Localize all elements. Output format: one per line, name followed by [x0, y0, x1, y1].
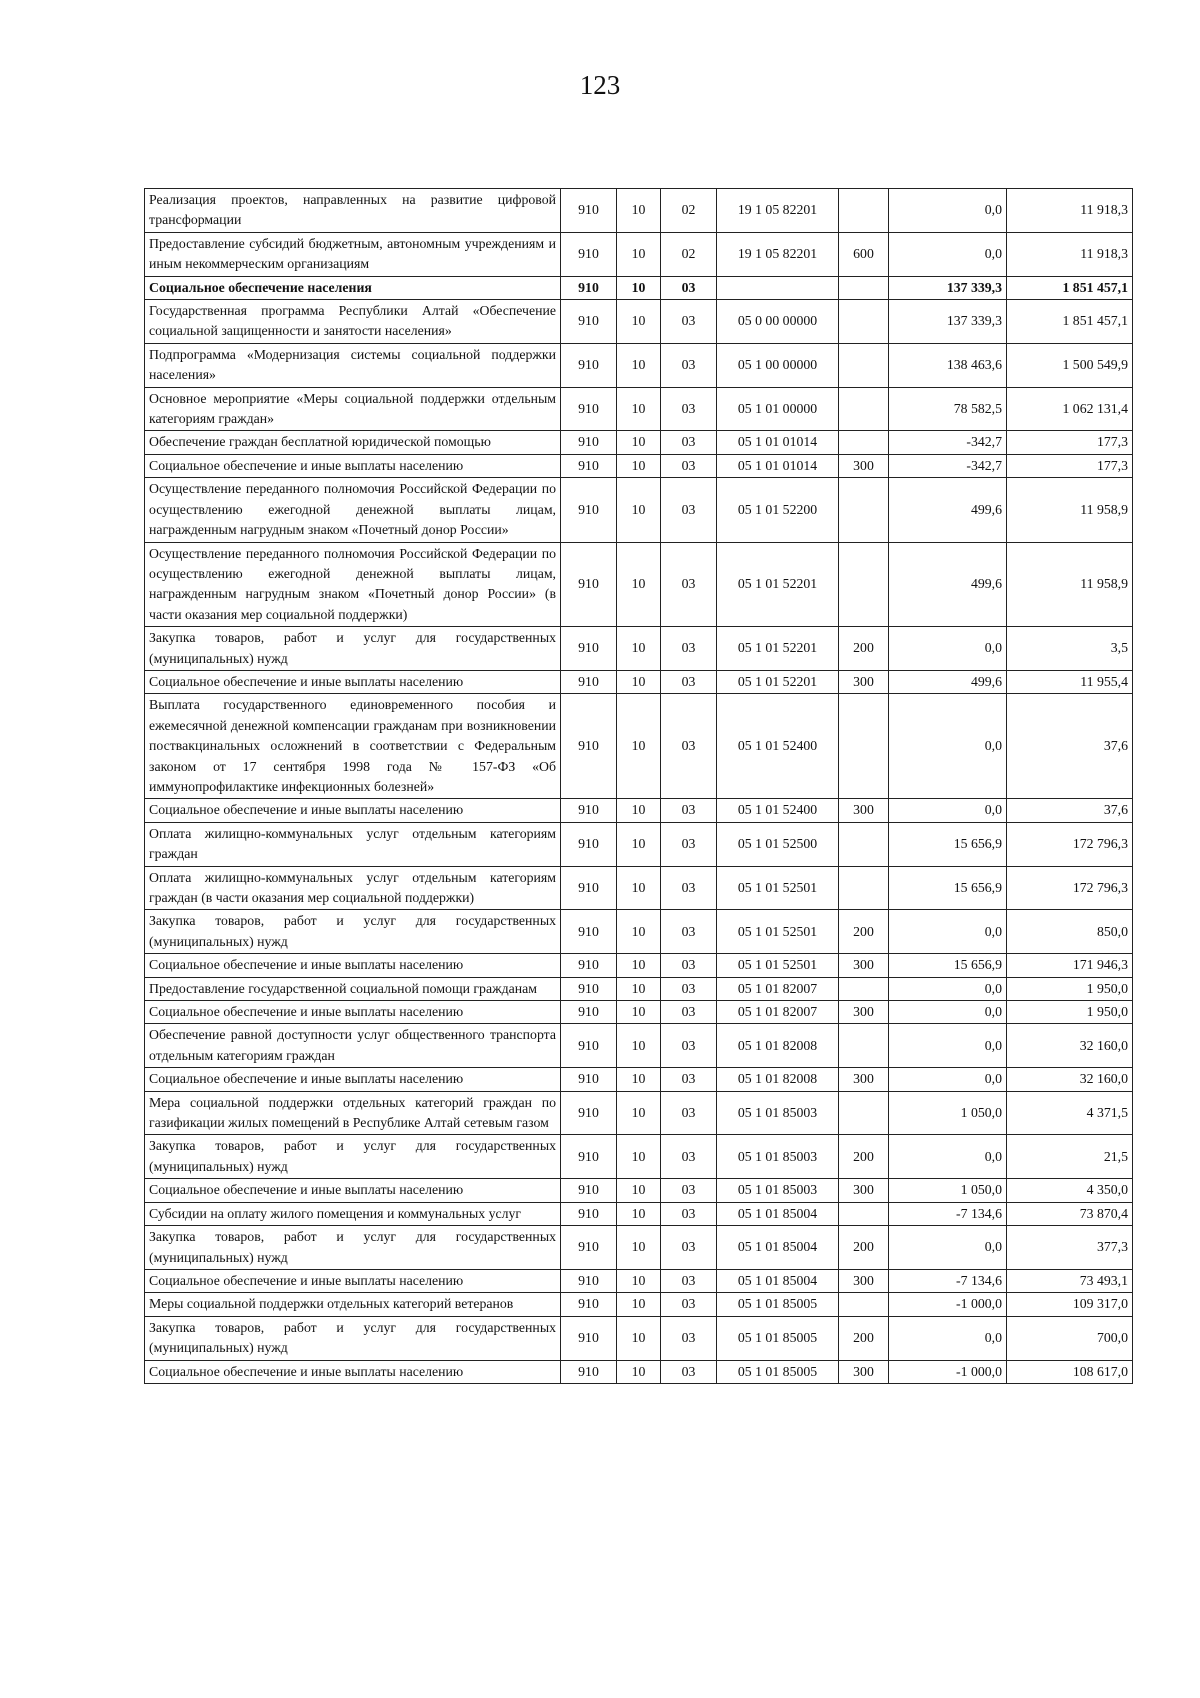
grbs-cell: 910 [561, 300, 617, 344]
expense-type-cell [839, 387, 889, 431]
target-article-cell: 05 1 01 01014 [717, 454, 839, 477]
expense-type-cell: 200 [839, 1135, 889, 1179]
table-row [145, 1068, 1133, 1091]
subsection-cell: 03 [661, 300, 717, 344]
grbs-cell: 910 [561, 387, 617, 431]
section-cell: 10 [617, 454, 661, 477]
expense-type-cell: 200 [839, 1316, 889, 1360]
name-cell: Закупка товаров, работ и услуг для государственных (муниципальных) нужд [145, 1316, 561, 1360]
table-row [145, 1226, 1133, 1270]
grbs-cell: 910 [561, 1202, 617, 1225]
grbs-cell: 910 [561, 1024, 617, 1068]
subsection-cell: 03 [661, 542, 717, 627]
section-cell: 10 [617, 1135, 661, 1179]
expense-type-cell: 300 [839, 799, 889, 822]
amount-change-cell: 1 050,0 [889, 1179, 1007, 1202]
amount-change-cell: 0,0 [889, 1316, 1007, 1360]
section-cell: 10 [617, 954, 661, 977]
amount-total-cell: 1 950,0 [1007, 977, 1133, 1000]
table-row [145, 542, 1133, 627]
amount-change-cell: 0,0 [889, 1226, 1007, 1270]
section-cell: 10 [617, 627, 661, 671]
subsection-cell: 03 [661, 1135, 717, 1179]
target-article-cell: 05 1 01 85005 [717, 1360, 839, 1383]
grbs-cell: 910 [561, 276, 617, 299]
target-article-cell: 19 1 05 82201 [717, 189, 839, 233]
name-cell: Социальное обеспечение и иные выплаты населению [145, 1269, 561, 1292]
section-cell: 10 [617, 343, 661, 387]
expense-type-cell [839, 694, 889, 799]
table-body [145, 189, 1133, 1384]
table-row [145, 431, 1133, 454]
grbs-cell: 910 [561, 1293, 617, 1316]
grbs-cell: 910 [561, 799, 617, 822]
table-row [145, 1179, 1133, 1202]
grbs-cell: 910 [561, 1179, 617, 1202]
grbs-cell: 910 [561, 542, 617, 627]
subsection-cell: 03 [661, 627, 717, 671]
table-row [145, 977, 1133, 1000]
target-article-cell: 05 1 01 52501 [717, 910, 839, 954]
expense-type-cell: 300 [839, 1068, 889, 1091]
amount-change-cell: 0,0 [889, 627, 1007, 671]
name-cell: Социальное обеспечение и иные выплаты населению [145, 1068, 561, 1091]
name-cell: Социальное обеспечение и иные выплаты населению [145, 1179, 561, 1202]
target-article-cell: 05 0 00 00000 [717, 300, 839, 344]
table-row [145, 478, 1133, 542]
name-cell: Государственная программа Республики Алтай «Обеспечение социальной защищенности и занятости населения» [145, 300, 561, 344]
amount-change-cell: -342,7 [889, 454, 1007, 477]
section-cell: 10 [617, 232, 661, 276]
amount-change-cell: 0,0 [889, 694, 1007, 799]
target-article-cell: 05 1 01 52201 [717, 670, 839, 693]
table-row [145, 454, 1133, 477]
expense-type-cell: 300 [839, 954, 889, 977]
name-cell: Осуществление переданного полномочия Российской Федерации по осуществлению ежегодной денежной выплаты лицам, награжденным нагрудным знаком «Почетный донор России» [145, 478, 561, 542]
subsection-cell: 03 [661, 954, 717, 977]
grbs-cell: 910 [561, 189, 617, 233]
target-article-cell: 05 1 01 52501 [717, 954, 839, 977]
amount-change-cell: 0,0 [889, 1024, 1007, 1068]
table-row [145, 1024, 1133, 1068]
expense-type-cell: 300 [839, 1360, 889, 1383]
grbs-cell: 910 [561, 1001, 617, 1024]
table-row [145, 1202, 1133, 1225]
section-cell: 10 [617, 431, 661, 454]
subsection-cell: 03 [661, 1360, 717, 1383]
grbs-cell: 910 [561, 866, 617, 910]
target-article-cell: 05 1 01 85004 [717, 1202, 839, 1225]
table-row [145, 670, 1133, 693]
section-cell: 10 [617, 1269, 661, 1292]
amount-change-cell: -1 000,0 [889, 1360, 1007, 1383]
subsection-cell: 03 [661, 1293, 717, 1316]
grbs-cell: 910 [561, 627, 617, 671]
target-article-cell: 05 1 01 01014 [717, 431, 839, 454]
subsection-cell: 03 [661, 1202, 717, 1225]
name-cell: Социальное обеспечение и иные выплаты населению [145, 1001, 561, 1024]
amount-total-cell: 73 493,1 [1007, 1269, 1133, 1292]
table-row [145, 387, 1133, 431]
table-row [145, 276, 1133, 299]
subsection-cell: 03 [661, 1179, 717, 1202]
subsection-cell: 03 [661, 694, 717, 799]
section-cell: 10 [617, 910, 661, 954]
subsection-cell: 03 [661, 822, 717, 866]
expense-type-cell [839, 1091, 889, 1135]
name-cell: Предоставление государственной социальной помощи гражданам [145, 977, 561, 1000]
subsection-cell: 03 [661, 343, 717, 387]
name-cell: Социальное обеспечение и иные выплаты населению [145, 954, 561, 977]
amount-change-cell: 0,0 [889, 1068, 1007, 1091]
table-row [145, 910, 1133, 954]
target-article-cell: 05 1 01 52201 [717, 542, 839, 627]
subsection-cell: 03 [661, 1316, 717, 1360]
subsection-cell: 03 [661, 977, 717, 1000]
target-article-cell: 05 1 00 00000 [717, 343, 839, 387]
subsection-cell: 03 [661, 387, 717, 431]
name-cell: Закупка товаров, работ и услуг для государственных (муниципальных) нужд [145, 1226, 561, 1270]
amount-total-cell: 177,3 [1007, 454, 1133, 477]
table-row [145, 627, 1133, 671]
grbs-cell: 910 [561, 670, 617, 693]
name-cell: Меры социальной поддержки отдельных категорий ветеранов [145, 1293, 561, 1316]
subsection-cell: 03 [661, 1269, 717, 1292]
amount-change-cell: 0,0 [889, 1001, 1007, 1024]
target-article-cell: 05 1 01 82008 [717, 1068, 839, 1091]
budget-table [144, 188, 1133, 1384]
section-cell: 10 [617, 694, 661, 799]
grbs-cell: 910 [561, 1135, 617, 1179]
grbs-cell: 910 [561, 454, 617, 477]
amount-total-cell: 1 851 457,1 [1007, 276, 1133, 299]
amount-total-cell: 700,0 [1007, 1316, 1133, 1360]
section-cell: 10 [617, 1001, 661, 1024]
amount-change-cell: 15 656,9 [889, 954, 1007, 977]
subsection-cell: 03 [661, 670, 717, 693]
expense-type-cell [839, 478, 889, 542]
subsection-cell: 03 [661, 1024, 717, 1068]
section-cell: 10 [617, 189, 661, 233]
name-cell: Закупка товаров, работ и услуг для государственных (муниципальных) нужд [145, 910, 561, 954]
amount-change-cell: 138 463,6 [889, 343, 1007, 387]
table-row [145, 822, 1133, 866]
grbs-cell: 910 [561, 232, 617, 276]
table-row [145, 954, 1133, 977]
grbs-cell: 910 [561, 343, 617, 387]
target-article-cell: 05 1 01 52200 [717, 478, 839, 542]
table-row [145, 799, 1133, 822]
target-article-cell: 05 1 01 52201 [717, 627, 839, 671]
section-cell: 10 [617, 670, 661, 693]
amount-change-cell: 0,0 [889, 799, 1007, 822]
amount-change-cell: 137 339,3 [889, 300, 1007, 344]
grbs-cell: 910 [561, 1091, 617, 1135]
section-cell: 10 [617, 1293, 661, 1316]
target-article-cell: 05 1 01 52400 [717, 799, 839, 822]
expense-type-cell [839, 431, 889, 454]
section-cell: 10 [617, 1316, 661, 1360]
subsection-cell: 03 [661, 276, 717, 299]
amount-change-cell: 0,0 [889, 1135, 1007, 1179]
expense-type-cell [839, 300, 889, 344]
target-article-cell: 05 1 01 85004 [717, 1226, 839, 1270]
name-cell: Закупка товаров, работ и услуг для государственных (муниципальных) нужд [145, 627, 561, 671]
subsection-cell: 03 [661, 1226, 717, 1270]
grbs-cell: 910 [561, 1226, 617, 1270]
name-cell: Мера социальной поддержки отдельных категорий граждан по газификации жилых помещений в Республике Алтай сетевым газом [145, 1091, 561, 1135]
amount-change-cell: 0,0 [889, 189, 1007, 233]
target-article-cell: 05 1 01 85004 [717, 1269, 839, 1292]
amount-change-cell: 137 339,3 [889, 276, 1007, 299]
section-cell: 10 [617, 1202, 661, 1225]
target-article-cell: 05 1 01 82007 [717, 977, 839, 1000]
expense-type-cell: 200 [839, 910, 889, 954]
amount-total-cell: 73 870,4 [1007, 1202, 1133, 1225]
section-cell: 10 [617, 866, 661, 910]
amount-change-cell: 499,6 [889, 542, 1007, 627]
amount-total-cell: 11 958,9 [1007, 478, 1133, 542]
table-row [145, 694, 1133, 799]
section-cell: 10 [617, 1068, 661, 1091]
amount-change-cell: 78 582,5 [889, 387, 1007, 431]
amount-change-cell: -342,7 [889, 431, 1007, 454]
amount-change-cell: 0,0 [889, 977, 1007, 1000]
table-row [145, 1135, 1133, 1179]
amount-total-cell: 377,3 [1007, 1226, 1133, 1270]
amount-total-cell: 171 946,3 [1007, 954, 1133, 977]
table-row [145, 1360, 1133, 1383]
expense-type-cell: 600 [839, 232, 889, 276]
section-cell: 10 [617, 1091, 661, 1135]
expense-type-cell [839, 1293, 889, 1316]
section-cell: 10 [617, 478, 661, 542]
section-cell: 10 [617, 799, 661, 822]
amount-total-cell: 37,6 [1007, 799, 1133, 822]
amount-total-cell: 3,5 [1007, 627, 1133, 671]
amount-change-cell: -7 134,6 [889, 1269, 1007, 1292]
subsection-cell: 03 [661, 910, 717, 954]
target-article-cell: 05 1 01 85005 [717, 1316, 839, 1360]
expense-type-cell [839, 822, 889, 866]
amount-total-cell: 11 918,3 [1007, 232, 1133, 276]
grbs-cell: 910 [561, 910, 617, 954]
section-cell: 10 [617, 1179, 661, 1202]
section-cell: 10 [617, 387, 661, 431]
target-article-cell: 05 1 01 85003 [717, 1135, 839, 1179]
amount-change-cell: 15 656,9 [889, 822, 1007, 866]
amount-total-cell: 11 958,9 [1007, 542, 1133, 627]
grbs-cell: 910 [561, 431, 617, 454]
name-cell: Социальное обеспечение населения [145, 276, 561, 299]
table-row [145, 189, 1133, 233]
amount-change-cell: 15 656,9 [889, 866, 1007, 910]
name-cell: Субсидии на оплату жилого помещения и коммунальных услуг [145, 1202, 561, 1225]
amount-total-cell: 1 851 457,1 [1007, 300, 1133, 344]
expense-type-cell [839, 343, 889, 387]
table-row [145, 1091, 1133, 1135]
subsection-cell: 02 [661, 232, 717, 276]
table-row [145, 1293, 1133, 1316]
section-cell: 10 [617, 300, 661, 344]
amount-change-cell: 0,0 [889, 232, 1007, 276]
target-article-cell: 05 1 01 52400 [717, 694, 839, 799]
grbs-cell: 910 [561, 478, 617, 542]
table-row [145, 1316, 1133, 1360]
name-cell: Социальное обеспечение и иные выплаты населению [145, 454, 561, 477]
expense-type-cell [839, 1024, 889, 1068]
name-cell: Оплата жилищно-коммунальных услуг отдельным категориям граждан [145, 822, 561, 866]
grbs-cell: 910 [561, 822, 617, 866]
amount-total-cell: 1 062 131,4 [1007, 387, 1133, 431]
expense-type-cell [839, 189, 889, 233]
name-cell: Подпрограмма «Модернизация системы социальной поддержки населения» [145, 343, 561, 387]
subsection-cell: 03 [661, 1091, 717, 1135]
amount-total-cell: 32 160,0 [1007, 1068, 1133, 1091]
target-article-cell: 05 1 01 85003 [717, 1179, 839, 1202]
expense-type-cell: 200 [839, 1226, 889, 1270]
section-cell: 10 [617, 1024, 661, 1068]
target-article-cell: 05 1 01 52501 [717, 866, 839, 910]
name-cell: Социальное обеспечение и иные выплаты населению [145, 670, 561, 693]
name-cell: Основное мероприятие «Меры социальной поддержки отдельным категориям граждан» [145, 387, 561, 431]
target-article-cell: 05 1 01 52500 [717, 822, 839, 866]
amount-total-cell: 37,6 [1007, 694, 1133, 799]
subsection-cell: 03 [661, 1001, 717, 1024]
expense-type-cell [839, 542, 889, 627]
amount-total-cell: 21,5 [1007, 1135, 1133, 1179]
amount-total-cell: 108 617,0 [1007, 1360, 1133, 1383]
amount-total-cell: 172 796,3 [1007, 822, 1133, 866]
name-cell: Обеспечение равной доступности услуг общественного транспорта отдельным категориям граждан [145, 1024, 561, 1068]
amount-total-cell: 11 955,4 [1007, 670, 1133, 693]
name-cell: Реализация проектов, направленных на развитие цифровой трансформации [145, 189, 561, 233]
section-cell: 10 [617, 542, 661, 627]
expense-type-cell [839, 866, 889, 910]
name-cell: Социальное обеспечение и иные выплаты населению [145, 799, 561, 822]
expense-type-cell: 300 [839, 1179, 889, 1202]
grbs-cell: 910 [561, 694, 617, 799]
grbs-cell: 910 [561, 1360, 617, 1383]
grbs-cell: 910 [561, 1269, 617, 1292]
amount-change-cell: 1 050,0 [889, 1091, 1007, 1135]
name-cell: Закупка товаров, работ и услуг для государственных (муниципальных) нужд [145, 1135, 561, 1179]
subsection-cell: 03 [661, 1068, 717, 1091]
table-row [145, 1001, 1133, 1024]
section-cell: 10 [617, 1226, 661, 1270]
section-cell: 10 [617, 977, 661, 1000]
target-article-cell: 05 1 01 82008 [717, 1024, 839, 1068]
expense-type-cell [839, 1202, 889, 1225]
expense-type-cell [839, 977, 889, 1000]
amount-total-cell: 177,3 [1007, 431, 1133, 454]
subsection-cell: 03 [661, 431, 717, 454]
expense-type-cell: 300 [839, 670, 889, 693]
subsection-cell: 03 [661, 478, 717, 542]
amount-total-cell: 850,0 [1007, 910, 1133, 954]
name-cell: Осуществление переданного полномочия Российской Федерации по осуществлению ежегодной денежной выплаты лицам, награжденным нагрудным знаком «Почетный донор России» (в части оказания мер социальной поддержки) [145, 542, 561, 627]
expense-type-cell: 200 [839, 627, 889, 671]
table-row [145, 232, 1133, 276]
target-article-cell: 05 1 01 85003 [717, 1091, 839, 1135]
section-cell: 10 [617, 276, 661, 299]
section-cell: 10 [617, 822, 661, 866]
subsection-cell: 03 [661, 799, 717, 822]
subsection-cell: 02 [661, 189, 717, 233]
amount-change-cell: -7 134,6 [889, 1202, 1007, 1225]
target-article-cell: 05 1 01 82007 [717, 1001, 839, 1024]
amount-total-cell: 4 371,5 [1007, 1091, 1133, 1135]
expense-type-cell: 300 [839, 1269, 889, 1292]
target-article-cell: 19 1 05 82201 [717, 232, 839, 276]
table-row [145, 866, 1133, 910]
table-row [145, 1269, 1133, 1292]
expense-type-cell: 300 [839, 454, 889, 477]
amount-total-cell: 32 160,0 [1007, 1024, 1133, 1068]
amount-total-cell: 11 918,3 [1007, 189, 1133, 233]
amount-total-cell: 1 950,0 [1007, 1001, 1133, 1024]
amount-total-cell: 172 796,3 [1007, 866, 1133, 910]
expense-type-cell [839, 276, 889, 299]
name-cell: Предоставление субсидий бюджетным, автономным учреждениям и иным некоммерческим организациям [145, 232, 561, 276]
amount-total-cell: 4 350,0 [1007, 1179, 1133, 1202]
grbs-cell: 910 [561, 977, 617, 1000]
target-article-cell [717, 276, 839, 299]
target-article-cell: 05 1 01 85005 [717, 1293, 839, 1316]
table-row [145, 300, 1133, 344]
amount-change-cell: -1 000,0 [889, 1293, 1007, 1316]
expense-type-cell: 300 [839, 1001, 889, 1024]
grbs-cell: 910 [561, 1068, 617, 1091]
table-row [145, 343, 1133, 387]
target-article-cell: 05 1 01 00000 [717, 387, 839, 431]
page-number: 123 [579, 70, 621, 100]
name-cell: Социальное обеспечение и иные выплаты населению [145, 1360, 561, 1383]
amount-total-cell: 109 317,0 [1007, 1293, 1133, 1316]
subsection-cell: 03 [661, 866, 717, 910]
grbs-cell: 910 [561, 954, 617, 977]
name-cell: Выплата государственного единовременного пособия и ежемесячной денежной компенсации гражданам при возникновении поствакцинальных осложнений в соответствии с Федеральным законом от 17 сентября 1998 года № 157-ФЗ «Об иммунопрофилактике инфекционных болезней» [145, 694, 561, 799]
amount-change-cell: 499,6 [889, 478, 1007, 542]
section-cell: 10 [617, 1360, 661, 1383]
amount-change-cell: 499,6 [889, 670, 1007, 693]
grbs-cell: 910 [561, 1316, 617, 1360]
name-cell: Обеспечение граждан бесплатной юридической помощью [145, 431, 561, 454]
name-cell: Оплата жилищно-коммунальных услуг отдельным категориям граждан (в части оказания мер социальной поддержки) [145, 866, 561, 910]
amount-change-cell: 0,0 [889, 910, 1007, 954]
amount-total-cell: 1 500 549,9 [1007, 343, 1133, 387]
subsection-cell: 03 [661, 454, 717, 477]
